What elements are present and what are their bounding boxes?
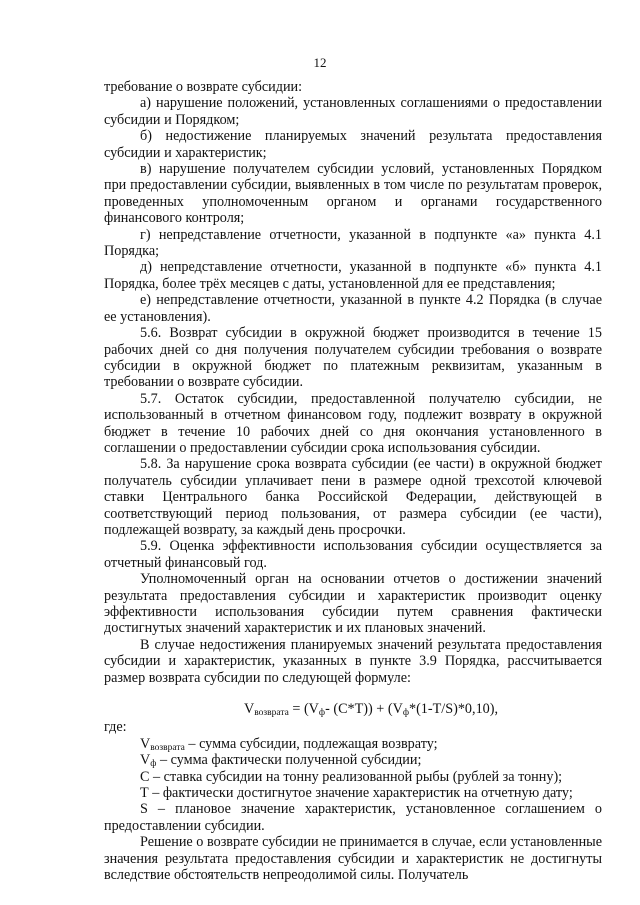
def1-text: – сумма субсидии, подлежащая возврату; [184,735,438,752]
definition-v-vozvrata [104,736,602,752]
definition-c: С – ставка субсидии на тонну реализованной рыбы (рублей за тонну); [140,768,563,785]
paragraph-evaluation: Уполномоченный орган на основании отчетов о достижении значений результата предоставления субсидии и характеристик производит оценку эффективности использования субсидии путем сравнения фактически достигнутых значений характеристик и их плановых значений. [104,571,602,637]
where-label: где: [104,719,127,736]
paragraph-final: Решение о возврате субсидии не принимается в случае, если установленные значения результата предоставления субсидии и характеристик не достигнуты вследствие обстоятельств непреодолимой силы. Получатель [104,834,602,884]
formula-sub-vozvrata: возврата [254,708,289,719]
paragraph-5-8: 5.8. За нарушение срока возврата субсидии (ее части) в окружной бюджет получатель субсидии уплачивает пени в размере одной трехсотой ключевой ставки Центрального банка Российской Федерации, действующей в соответствующий период пользования, от размера субсидии (ее части), подлежащей возврату, за каждый день просрочки. [104,456,602,538]
paragraph-item-v: в) нарушение получателем субсидии условий, установленных Порядком при предоставлении субсидии, выявленных в том числе по результатам проверок, проведенных уполномоченным органом и органами государственного финансового контроля; [104,161,602,227]
refund-formula [104,701,602,717]
definition-t: Т – фактически достигнутое значение характеристик на отчетную дату; [140,785,573,802]
paragraph-item-b: б) недостижение планируемых значений результата предоставления субсидии и характеристик; [104,128,602,161]
document-body [104,79,602,884]
formula-tail: *(1-T/S)*0,10), [408,701,499,718]
formula-sub-f2: ф [402,708,409,719]
page-number: 12 [313,55,327,70]
formula-v: V [243,701,255,718]
formula-mid: - (C*T)) + (V [325,701,403,718]
paragraph-item-a: а) нарушение положений, установленных соглашениями о предоставлении субсидии и Порядком; [104,95,602,128]
definition-v-f [104,752,602,768]
definition-s: S – плановое значение характеристик, установленное соглашением о предоставлении субсидии. [104,801,602,834]
def1-v: V [140,735,151,752]
def2-v: V [140,752,151,769]
def2-sub: ф [150,759,157,770]
paragraph-item-g: г) непредставление отчетности, указанной в подпункте «а» пункта 4.1 Порядка; [104,226,602,260]
formula-eq1: = (V [288,701,319,718]
paragraph-5-7: 5.7. Остаток субсидии, предоставленной получателю субсидии, не использованный в отчетном финансовом году, подлежит возврату в окружной бюджет в течение 10 рабочих дней со дня окончания установленного в соглашении о предоставлении субсидии срока использования субсидии. [104,390,602,456]
def1-sub: возврата [150,742,185,753]
paragraph-item-e: е) непредставление отчетности, указанной в пункте 4.2 Порядка (в случае ее установления). [104,292,602,325]
def2-text: – сумма фактически полученной субсидии; [156,752,422,769]
formula-sub-f1: ф [318,708,326,719]
paragraph-5-9: 5.9. Оценка эффективности использования субсидии осуществляется за отчетный финансовый год. [104,538,602,571]
paragraph-intro: требование о возврате субсидии: [104,79,303,95]
paragraph-item-d: д) непредставление отчетности, указанной в подпункте «б» пункта 4.1 Порядка, более трёх месяцев с даты, установленной для ее представления; [104,259,602,292]
paragraph-formula-intro: В случае недостижения планируемых значений результата предоставления субсидии и характеристик, указанных в пункте 3.9 Порядка, рассчитывается размер возврата субсидии по следующей формуле: [104,636,602,686]
paragraph-5-6: 5.6. Возврат субсидии в окружной бюджет производится в течение 15 рабочих дней со дня получения получателем субсидии требования о возврате субсидии в окружной бюджет по платежным реквизитам, указанным в требовании о возврате субсидии. [104,325,602,391]
